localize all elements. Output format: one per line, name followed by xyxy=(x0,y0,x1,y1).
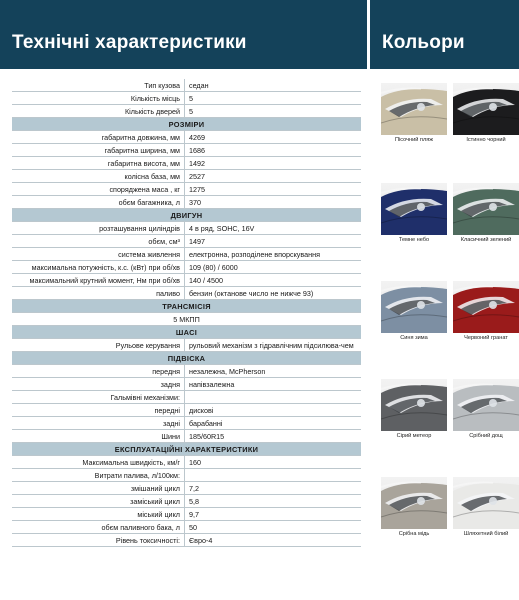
spec-value: 160 xyxy=(185,456,362,469)
spec-label: паливо xyxy=(12,287,185,300)
spec-row xyxy=(12,391,361,404)
spec-row xyxy=(12,144,361,157)
spec-value: 5,8 xyxy=(185,495,362,508)
color-swatch xyxy=(381,183,447,244)
car-color-image xyxy=(453,281,519,333)
spec-row xyxy=(12,131,361,144)
spec-value: 5 МКПП xyxy=(12,313,361,326)
spec-label: Рульове керування xyxy=(12,339,185,352)
spec-row xyxy=(12,92,361,105)
spec-label: міський цикл xyxy=(12,508,185,521)
spec-label: максимальний крутний момент, Нм при об/хв xyxy=(12,274,185,287)
spec-row xyxy=(12,287,361,300)
spec-value: 4269 xyxy=(185,131,362,144)
specs-table xyxy=(12,79,361,547)
spec-row xyxy=(12,482,361,495)
spec-label: обєм паливного бака, л xyxy=(12,521,185,534)
spec-value: 1686 xyxy=(185,144,362,157)
spec-row xyxy=(12,378,361,391)
car-color-image xyxy=(453,379,519,431)
color-swatch xyxy=(381,83,447,144)
spec-label: передні xyxy=(12,404,185,417)
color-name: Пісочний пляж xyxy=(395,137,433,143)
spec-row xyxy=(12,235,361,248)
spec-label: габаритна ширина, мм xyxy=(12,144,185,157)
car-color-image xyxy=(453,183,519,235)
spec-value: 109 (80) / 6000 xyxy=(185,261,362,274)
spec-label: розташування циліндрів xyxy=(12,222,185,235)
specs-header xyxy=(0,0,367,69)
spec-value: Євро-4 xyxy=(185,534,362,547)
spec-value: 4 в ряд, SOHC, 16V xyxy=(185,222,362,235)
spec-row xyxy=(12,274,361,287)
section-title: РОЗМІРИ xyxy=(12,118,361,131)
color-swatch xyxy=(381,477,447,538)
color-name: Сірий метеор xyxy=(396,433,432,439)
spec-label: габаритна довжина, мм xyxy=(12,131,185,144)
spec-section-header xyxy=(12,209,361,222)
spec-row xyxy=(12,404,361,417)
spec-label: передня xyxy=(12,365,185,378)
spec-label: габаритна висота, мм xyxy=(12,157,185,170)
spec-label: задня xyxy=(12,378,185,391)
spec-row xyxy=(12,196,361,209)
spec-label: Гальмівні механізми: xyxy=(12,391,185,404)
spec-value: 5 xyxy=(185,92,362,105)
car-color-image xyxy=(453,83,519,135)
spec-label: споряджена маса , кг xyxy=(12,183,185,196)
spec-value: незалежна, McPherson xyxy=(185,365,362,378)
spec-value: дискові xyxy=(185,404,362,417)
car-color-image xyxy=(381,379,447,431)
color-swatch xyxy=(453,477,519,538)
spec-value xyxy=(185,469,362,482)
spec-label: заміський цикл xyxy=(12,495,185,508)
spec-value xyxy=(185,391,362,404)
spec-value: електронна, розподілене впорскування xyxy=(185,248,362,261)
spec-section-header xyxy=(12,352,361,365)
spec-value: 370 xyxy=(185,196,362,209)
spec-label: Тип кузова xyxy=(12,79,185,92)
spec-row xyxy=(12,261,361,274)
spec-section-header xyxy=(12,443,361,456)
car-color-image xyxy=(381,477,447,529)
section-title: ДВИГУН xyxy=(12,209,361,222)
car-color-image xyxy=(453,477,519,529)
color-name: Істинно чорний xyxy=(466,137,506,143)
spec-section-header xyxy=(12,118,361,131)
spec-row xyxy=(12,521,361,534)
spec-label: обєм багажника, л xyxy=(12,196,185,209)
color-name: Синя зима xyxy=(400,335,428,341)
spec-value: напівзалежна xyxy=(185,378,362,391)
spec-row xyxy=(12,105,361,118)
specs-title: Технічні характеристики xyxy=(12,32,247,53)
color-name: Темне небо xyxy=(398,237,430,243)
color-name: Срібний дощ xyxy=(469,433,503,439)
spec-label: колісна база, мм xyxy=(12,170,185,183)
color-swatch xyxy=(381,379,447,440)
section-title: ЕКСПЛУАТАЦІЙНІ ХАРАКТЕРИСТИКИ xyxy=(12,443,361,456)
spec-label: задні xyxy=(12,417,185,430)
spec-value: 1497 xyxy=(185,235,362,248)
spec-row xyxy=(12,157,361,170)
spec-row xyxy=(12,417,361,430)
spec-row xyxy=(12,534,361,547)
spec-row xyxy=(12,508,361,521)
spec-row xyxy=(12,79,361,92)
colors-header xyxy=(370,0,519,69)
spec-label: Витрати палива, л/100км: xyxy=(12,469,185,482)
spec-label: змішаний цикл xyxy=(12,482,185,495)
section-title: ПІДВІСКА xyxy=(12,352,361,365)
spec-row xyxy=(12,222,361,235)
spec-row xyxy=(12,313,361,326)
spec-label: Рівень токсичності: xyxy=(12,534,185,547)
spec-label: Кількість місць xyxy=(12,92,185,105)
spec-value: 185/60R15 xyxy=(185,430,362,443)
color-swatch xyxy=(453,83,519,144)
color-swatch xyxy=(381,281,447,342)
car-color-image xyxy=(381,83,447,135)
section-title: ТРАНСМІСІЯ xyxy=(12,300,361,313)
spec-section-header xyxy=(12,326,361,339)
spec-value: 140 / 4500 xyxy=(185,274,362,287)
spec-row xyxy=(12,183,361,196)
color-name: Срібна мідь xyxy=(398,531,430,537)
spec-value: рульовий механізм з гідравлічним підсилюва-чем xyxy=(185,339,362,352)
color-swatch xyxy=(453,281,519,342)
spec-row xyxy=(12,365,361,378)
car-color-image xyxy=(381,281,447,333)
spec-label: Максимальна швидкість, км/г xyxy=(12,456,185,469)
spec-label: обєм, см³ xyxy=(12,235,185,248)
color-name: Шляхетний білий xyxy=(463,531,509,537)
specs-table-container xyxy=(12,79,361,547)
spec-row xyxy=(12,170,361,183)
spec-value: 1492 xyxy=(185,157,362,170)
spec-value: 5 xyxy=(185,105,362,118)
spec-row xyxy=(12,248,361,261)
spec-row xyxy=(12,469,361,482)
spec-value: барабанні xyxy=(185,417,362,430)
spec-value: 1275 xyxy=(185,183,362,196)
car-color-image xyxy=(381,183,447,235)
colors-title: Кольори xyxy=(382,32,465,53)
spec-value: 50 xyxy=(185,521,362,534)
color-swatch xyxy=(453,183,519,244)
spec-row xyxy=(12,456,361,469)
spec-row xyxy=(12,495,361,508)
spec-value: 9,7 xyxy=(185,508,362,521)
spec-label: система живлення xyxy=(12,248,185,261)
spec-value: седан xyxy=(185,79,362,92)
section-title: ШАСІ xyxy=(12,326,361,339)
color-swatch xyxy=(453,379,519,440)
color-name: Червоний гранат xyxy=(464,335,508,341)
spec-row xyxy=(12,430,361,443)
spec-row xyxy=(12,339,361,352)
color-name: Класичний зелений xyxy=(460,237,512,243)
spec-label: Кількість дверей xyxy=(12,105,185,118)
spec-label: Шини xyxy=(12,430,185,443)
spec-value: бензин (октанове число не нижче 93) xyxy=(185,287,362,300)
spec-value: 7,2 xyxy=(185,482,362,495)
spec-value: 2527 xyxy=(185,170,362,183)
spec-section-header xyxy=(12,300,361,313)
spec-label: максимальна потужність, к.с. (кВт) при об/хв xyxy=(12,261,185,274)
